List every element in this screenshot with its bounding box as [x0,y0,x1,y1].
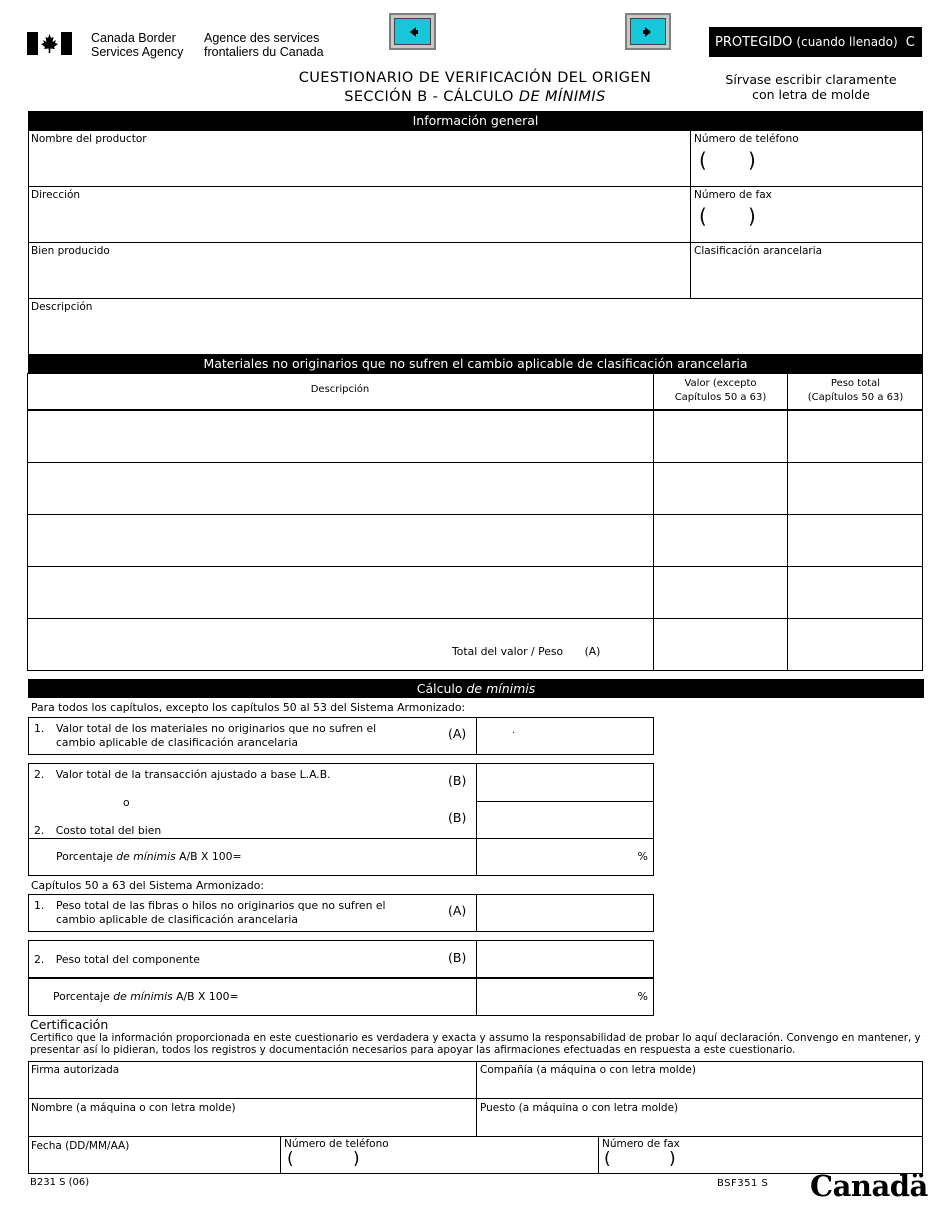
protected-badge: PROTEGIDO (cuando llenado) C [709,27,922,57]
arrow-left-icon [407,26,419,38]
table-row[interactable] [28,411,653,462]
description-field[interactable]: Descripción [31,301,93,313]
agency-name-en: Canada Border Services Agency [91,31,184,59]
certification-heading: Certificación [30,1017,109,1032]
page-title: CUESTIONARIO DE VERIFICACIÓN DEL ORIGEN SECCIÓN B - CÁLCULO DE MÍNIMIS [298,70,652,105]
table-row[interactable] [28,567,653,618]
company-field[interactable]: Compañía (a máquina o con letra molde) [480,1064,696,1076]
materials-heading: Materiales no originarios que no sufren el cambio aplicable de clasificación arancelaria [28,354,923,373]
textile-item1-label: 1. Peso total de las fibras o hilos no originarios que no sufren el cambio aplicable de clasificación arancelaria [34,899,386,926]
col-value-header: Valor (excepto Capítulos 50 a 63) [674,378,767,403]
marker-b: (B) [448,810,467,825]
percentage-label: Porcentaje de mínimis A/B X 100= [56,850,242,863]
previous-page-button[interactable] [389,13,436,50]
textile-percentage-field[interactable]: % [637,990,648,1003]
table-row[interactable] [28,515,653,566]
marker-a: (A) [448,726,467,741]
calc-item2a-label: 2. Valor total de la transacción ajustado a base L.A.B. [34,768,331,781]
producer-phone-field[interactable]: Número de teléfono ( ) [694,133,799,172]
canada-wordmark: Canadä [810,1169,928,1203]
total-row-label: Total del valor / Peso (A) [452,645,601,658]
calc-item1-value[interactable]: . [512,725,516,736]
calc-intro-textile: Capítulos 50 a 63 del Sistema Armonizado: [31,879,264,892]
signature-field[interactable]: Firma autorizada [31,1064,120,1076]
calc-intro-all: Para todos los capítulos, excepto los capítulos 50 al 53 del Sistema Armonizado: [31,701,466,714]
textile-percentage-label: Porcentaje de mínimis A/B X 100= [53,990,239,1003]
certifier-phone-field[interactable]: Número de teléfono ( ) [284,1138,389,1169]
name-field[interactable]: Nombre (a máquina o con letra molde) [31,1102,236,1114]
or-label: o [123,796,130,809]
good-produced-field[interactable]: Bien producido [31,245,110,257]
producer-name-field[interactable]: Nombre del productor [31,133,147,145]
print-instruction: Sírvase escribir claramente con letra de molde [725,72,897,102]
component-weight-field[interactable] [477,941,653,977]
calc-item2b-label: 2. Costo total del bien [34,824,162,837]
col-weight-header: Peso total (Capítulos 50 a 63) [807,378,904,403]
percentage-field[interactable]: % [637,850,648,863]
agency-name-fr: Agence des services frontaliers du Canada [204,31,324,59]
next-page-button[interactable] [625,13,671,50]
certification-text: Certifico que la información proporcionada en este cuestionario es verdadera y exacta y assumo la responsabilidad de probar lo aquí declaración. Convengo en mantener, y presentar así lo pidieran, todos los registros y documentación necesarios para apoyar las afirmaciones efectuadas en respuesta a este cuestionario. [30,1032,921,1056]
position-field[interactable]: Puesto (a máquina o con letra molde) [480,1102,679,1114]
canada-flag-icon [27,32,72,55]
calc-heading: Cálculo de mínimis [28,679,924,698]
general-info-heading: Información general [28,111,923,130]
date-field[interactable]: Fecha (DD/MM/AA) [31,1140,130,1152]
bsf-code: BSF351 S [717,1178,769,1189]
marker-a: (A) [448,903,467,918]
tariff-classification-field[interactable]: Clasificación arancelaria [694,245,823,257]
arrow-right-icon [642,26,654,38]
total-cost-field[interactable] [477,802,653,838]
producer-fax-field[interactable]: Número de fax ( ) [694,189,772,228]
form-code: B231 S (06) [30,1177,90,1188]
textile-item2-label: 2. Peso total del componente [34,953,200,966]
table-row[interactable] [28,463,653,514]
address-field[interactable]: Dirección [31,189,81,201]
marker-b: (B) [448,950,467,965]
textile-weight-field[interactable] [477,895,653,931]
calc-item1-label: 1. Valor total de los materiales no originarios que no sufren el cambio aplicable de clasificación arancelaria [34,722,377,749]
col-description-header: Descripción [310,384,370,395]
transaction-value-field[interactable] [477,764,653,801]
marker-b: (B) [448,773,467,788]
certifier-fax-field[interactable]: Número de fax ( ) [602,1138,680,1169]
